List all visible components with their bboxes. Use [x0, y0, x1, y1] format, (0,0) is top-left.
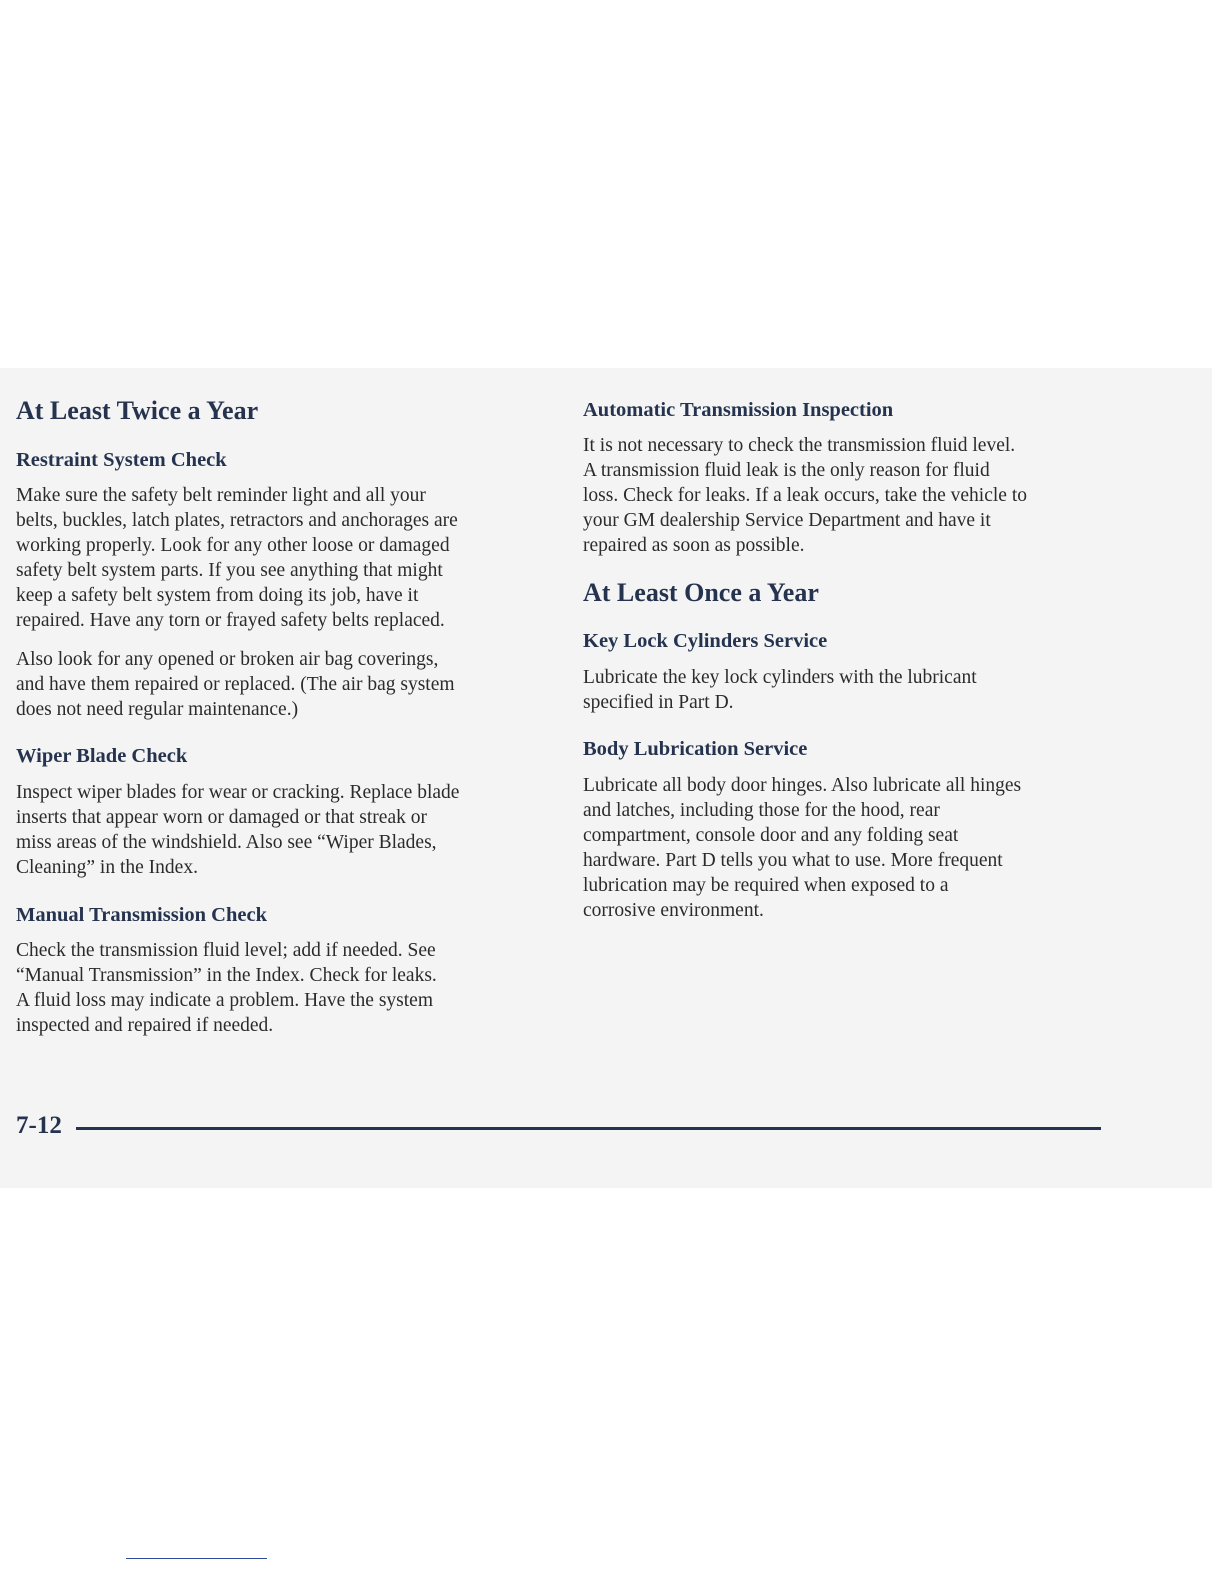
text-line: Lubricate all body door hinges. Also lubricate all hinges	[583, 775, 1022, 796]
page-footer	[16, 1112, 1106, 1146]
text-line: “Manual Transmission” in the Index. Check for leaks.	[16, 965, 437, 986]
text-line: miss areas of the windshield. Also see “Wiper Blades,	[16, 832, 437, 853]
text-line: Cleaning” in the Index.	[16, 857, 198, 878]
text-line: and have them repaired or replaced. (The air bag system	[16, 674, 455, 695]
heading-restraint-system-check: Restraint System Check	[16, 449, 227, 471]
text-line: does not need regular maintenance.)	[16, 699, 299, 720]
text-line: loss. Check for leaks. If a leak occurs, take the vehicle to	[583, 485, 1027, 506]
text-line: hardware. Part D tells you what to use. More frequent	[583, 850, 1003, 871]
text-line: It is not necessary to check the transmission fluid level.	[583, 435, 1016, 456]
text-line: compartment, console door and any folding seat	[583, 825, 959, 846]
text-line: your GM dealership Service Department and have it	[583, 510, 991, 531]
heading-automatic-transmission-inspection: Automatic Transmission Inspection	[583, 399, 894, 421]
text-line: repaired. Have any torn or frayed safety belts replaced.	[16, 610, 445, 631]
text-line: lubrication may be required when exposed to a	[583, 875, 949, 896]
text-line: A fluid loss may indicate a problem. Have the system	[16, 990, 433, 1011]
text-line: specified in Part D.	[583, 692, 734, 713]
wiper-paragraph	[16, 780, 459, 880]
manual-transmission-paragraph	[16, 938, 437, 1038]
text-line: Also look for any opened or broken air bag coverings,	[16, 649, 439, 670]
bottom-underline-divider	[126, 1558, 267, 1559]
page-number: 7-12	[16, 1112, 62, 1139]
restraint-paragraph-1	[16, 483, 458, 633]
text-line: Inspect wiper blades for wear or cracking. Replace blade	[16, 782, 460, 803]
text-line: inserts that appear worn or damaged or that streak or	[16, 807, 427, 828]
manual-page	[0, 368, 1212, 1188]
text-line: Make sure the safety belt reminder light and all your	[16, 485, 426, 506]
text-line: repaired as soon as possible.	[583, 535, 805, 556]
heading-key-lock-cylinders-service: Key Lock Cylinders Service	[583, 630, 828, 652]
footer-rule-divider	[76, 1127, 1101, 1130]
text-line: safety belt system parts. If you see anything that might	[16, 560, 443, 581]
heading-body-lubrication-service: Body Lubrication Service	[583, 738, 808, 760]
text-line: keep a safety belt system from doing its job, have it	[16, 585, 419, 606]
text-line: belts, buckles, latch plates, retractors and anchorages are	[16, 510, 458, 531]
body-lubrication-paragraph	[583, 773, 1021, 923]
text-line: Lubricate the key lock cylinders with the lubricant	[583, 667, 977, 688]
text-line: corrosive environment.	[583, 900, 764, 921]
text-line: working properly. Look for any other loose or damaged	[16, 535, 450, 556]
restraint-paragraph-2	[16, 647, 455, 722]
text-line: A transmission fluid leak is the only reason for fluid	[583, 460, 990, 481]
section-title-once-a-year: At Least Once a Year	[583, 578, 819, 607]
key-lock-paragraph	[583, 665, 977, 715]
heading-manual-transmission-check: Manual Transmission Check	[16, 904, 267, 926]
automatic-transmission-paragraph	[583, 433, 1027, 558]
text-line: Check the transmission fluid level; add if needed. See	[16, 940, 436, 961]
section-title-twice-a-year: At Least Twice a Year	[16, 396, 259, 425]
text-line: and latches, including those for the hood, rear	[583, 800, 940, 821]
text-line: inspected and repaired if needed.	[16, 1015, 274, 1036]
heading-wiper-blade-check: Wiper Blade Check	[16, 745, 188, 767]
